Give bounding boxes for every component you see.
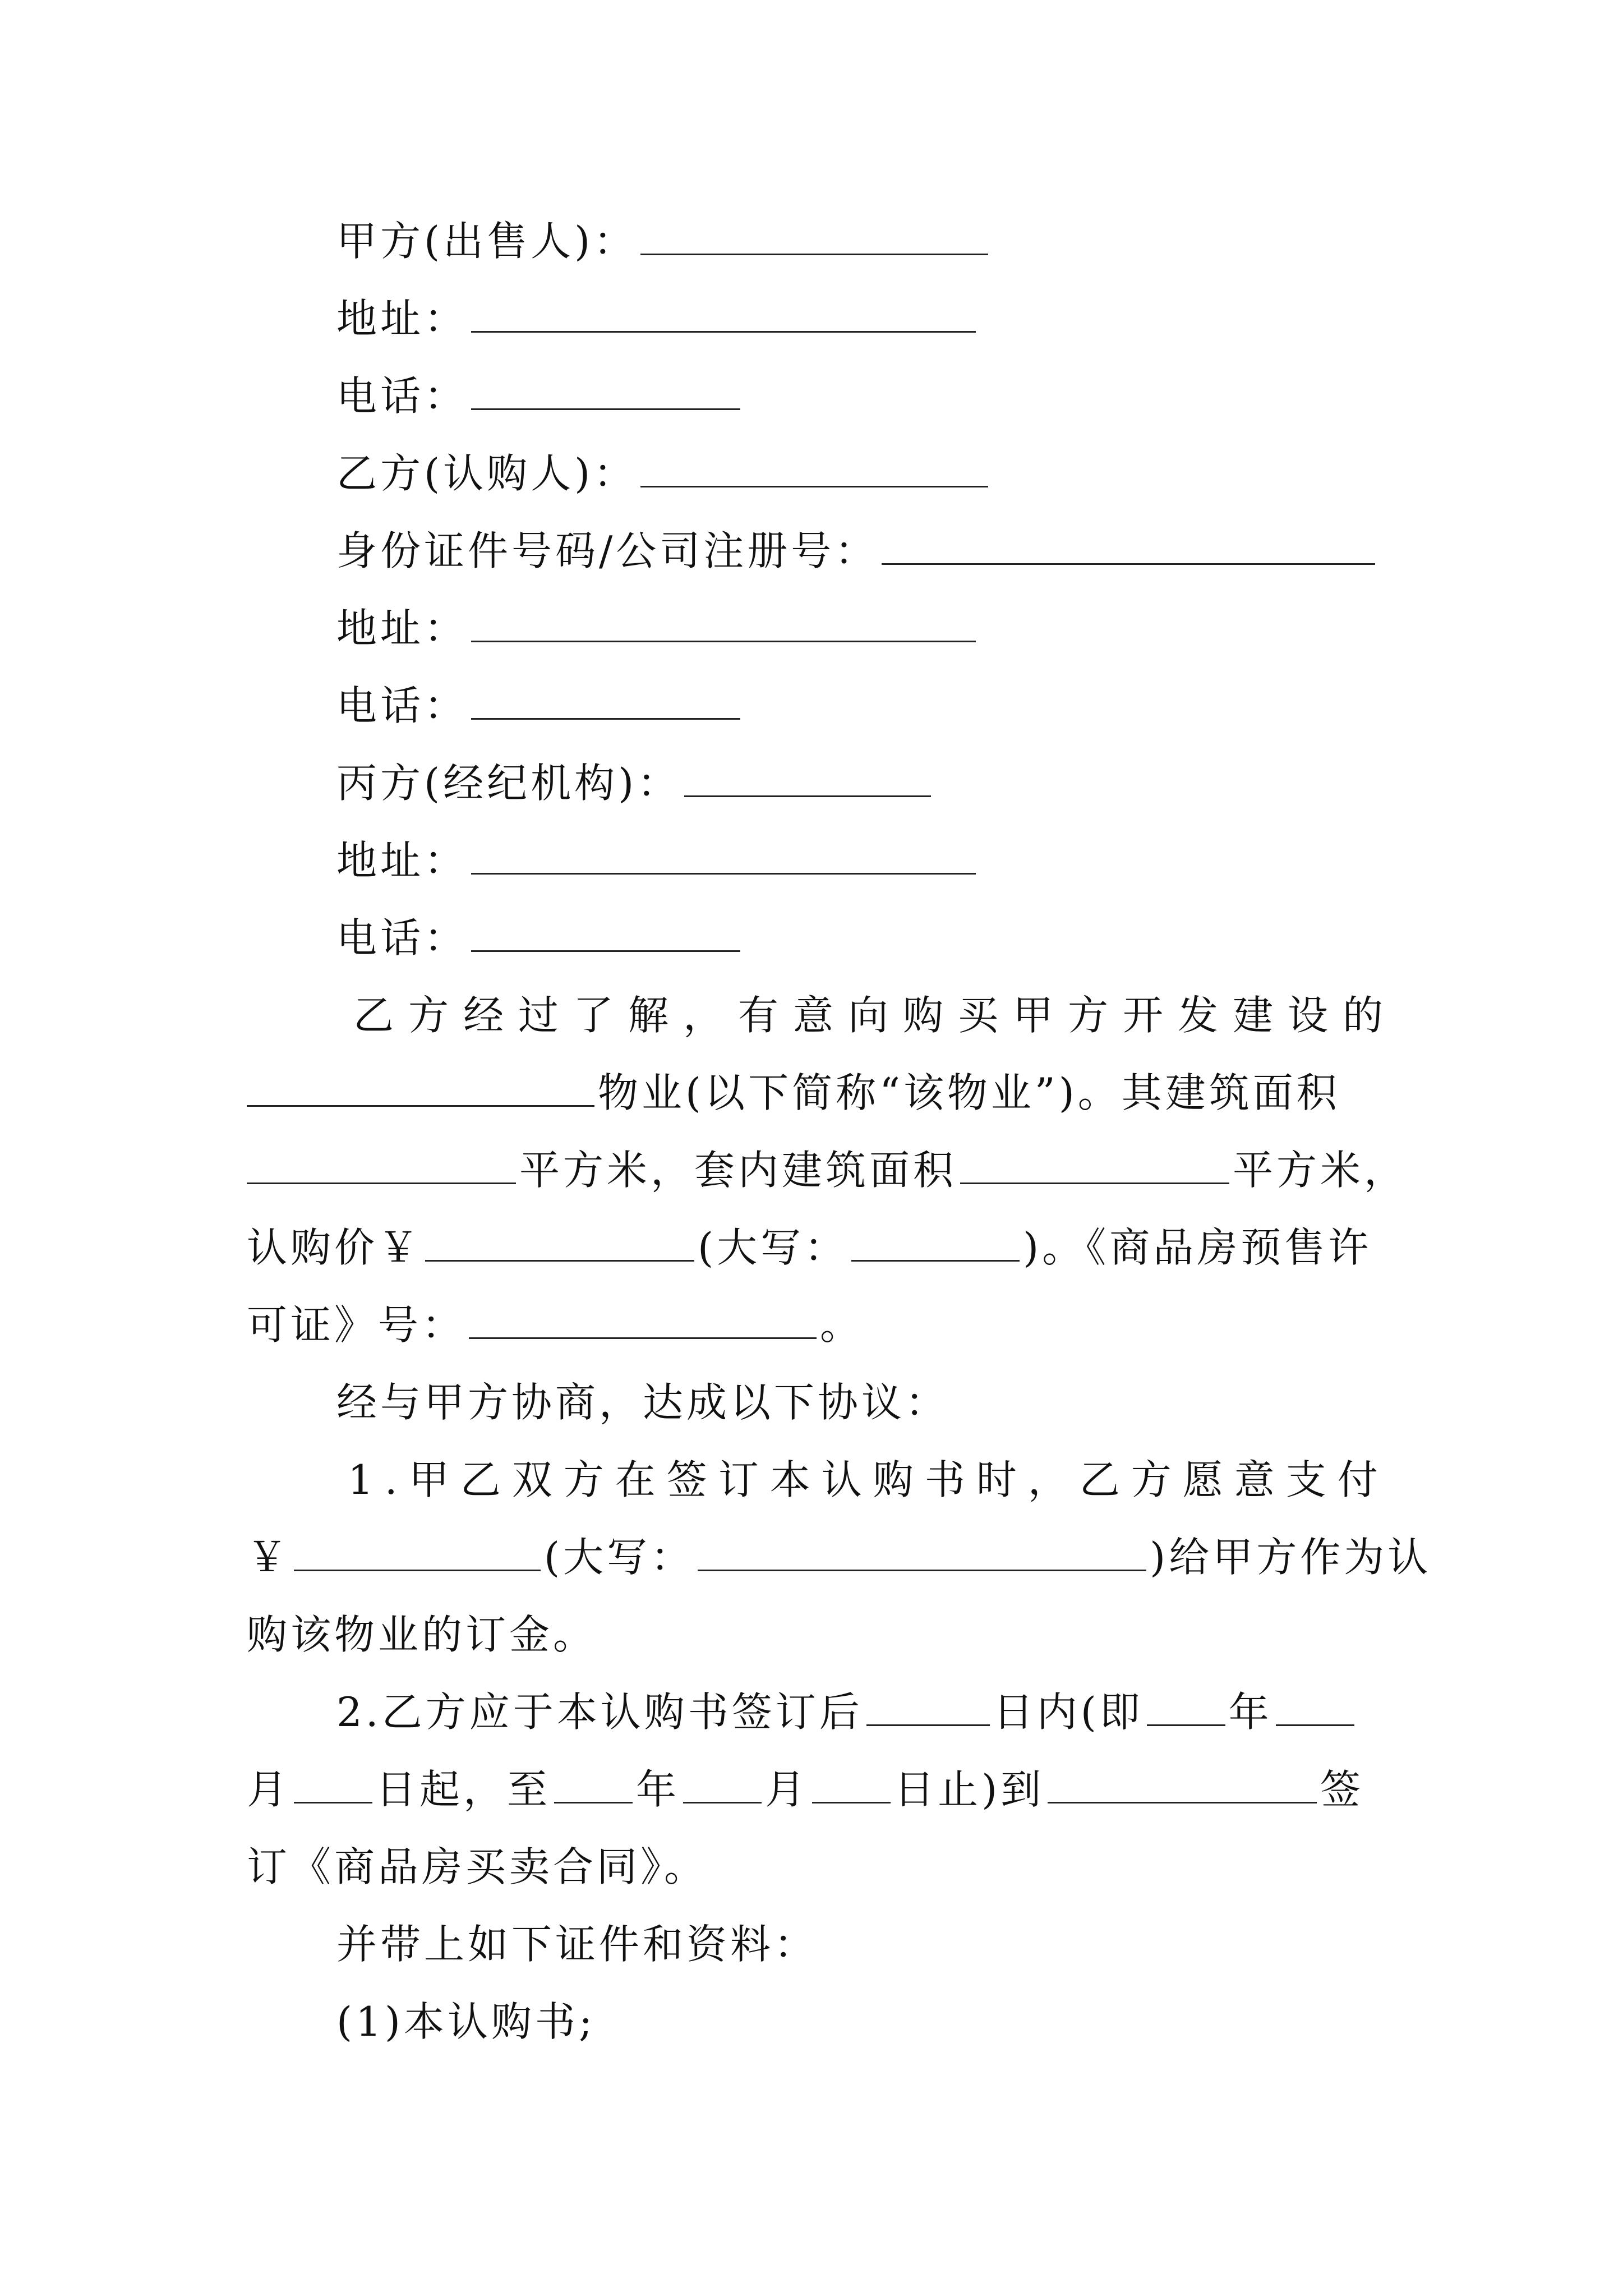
party-a-label: 甲方(出售人)： <box>336 218 638 265</box>
intro-text-5b: 。 <box>820 1301 864 1349</box>
party-b-id-label: 身份证件号码/公司注册号： <box>336 527 879 574</box>
party-b-address-blank[interactable] <box>471 606 976 642</box>
item1-text-2b: (大写： <box>544 1534 695 1581</box>
party-a-phone-blank[interactable] <box>471 374 740 410</box>
end-year-blank[interactable] <box>554 1767 633 1803</box>
party-b-label: 乙方(认购人)： <box>336 450 638 497</box>
doc-1-line <box>336 1994 596 2050</box>
intro-line-5 <box>247 1297 864 1353</box>
end-day-blank[interactable] <box>812 1767 891 1803</box>
party-a-address-line <box>336 291 979 347</box>
building-area-blank[interactable] <box>247 1148 516 1184</box>
start-year-blank[interactable] <box>1147 1690 1225 1726</box>
party-a-name-blank[interactable] <box>640 219 988 255</box>
party-c-phone-line <box>336 910 744 966</box>
party-b-address-label: 地址： <box>336 605 468 652</box>
party-c-label: 丙方(经纪机构)： <box>336 760 681 807</box>
party-b-phone-blank[interactable] <box>471 683 740 720</box>
price-blank[interactable] <box>425 1225 694 1262</box>
party-c-phone-label: 电话： <box>336 914 468 961</box>
party-c-name-blank[interactable] <box>684 761 931 797</box>
intro-line-1 <box>353 987 1398 1043</box>
item2-text-3: 订《商品房买卖合同》。 <box>247 1843 708 1890</box>
item2-text-2f: 签 <box>1320 1766 1364 1813</box>
party-a-line <box>336 213 992 269</box>
intro-line-3 <box>247 1142 1408 1198</box>
item1-text-2a: ￥ <box>247 1534 291 1581</box>
start-day-blank[interactable] <box>294 1767 372 1803</box>
item1-text-2c: )给甲方作为认 <box>1150 1534 1432 1581</box>
item1-text-1: 1.甲乙双方在签订本认购书时，乙方愿意支付 <box>348 1456 1389 1503</box>
inner-area-blank[interactable] <box>960 1148 1229 1184</box>
intro-line-4 <box>247 1220 1372 1276</box>
party-b-phone-line <box>336 678 744 734</box>
party-b-phone-label: 电话： <box>336 682 468 729</box>
item2-line-2 <box>247 1761 1364 1818</box>
intro-text-2: 物业(以下简称“该物业”)。其建筑面积 <box>598 1069 1340 1116</box>
docs-lead: 并带上如下证件和资料： <box>336 1921 818 1968</box>
item2-text-2d: 月 <box>765 1766 809 1813</box>
agreement-lead-line <box>336 1374 949 1430</box>
item2-text-2b: 日起，至 <box>376 1766 551 1813</box>
party-b-name-blank[interactable] <box>640 451 988 487</box>
agreement-lead: 经与甲方协商，达成以下协议： <box>336 1379 949 1426</box>
party-a-phone-label: 电话： <box>336 372 468 420</box>
start-month-blank-a[interactable] <box>1276 1690 1354 1726</box>
party-c-line <box>336 755 934 811</box>
item2-text-1c: 年 <box>1228 1688 1272 1736</box>
docs-lead-line <box>336 1916 818 1972</box>
intro-text-4b: (大写： <box>698 1224 849 1271</box>
party-a-phone-line <box>336 368 744 424</box>
intro-text-5a: 可证》号： <box>247 1301 466 1349</box>
end-month-blank[interactable] <box>683 1767 762 1803</box>
intro-text-1: 乙方经过了解，有意向购买甲方开发建设的 <box>353 992 1398 1039</box>
party-b-id-blank[interactable] <box>882 528 1375 565</box>
price-words-blank[interactable] <box>851 1225 1020 1262</box>
item2-text-1b: 日内(即 <box>993 1688 1144 1736</box>
item2-text-2e: 日止)到 <box>894 1766 1045 1813</box>
party-c-phone-blank[interactable] <box>471 915 740 952</box>
party-c-address-blank[interactable] <box>471 838 976 875</box>
party-b-address-line <box>336 600 979 656</box>
item2-text-1a: 2.乙方应于本认购书签订后 <box>336 1688 863 1736</box>
item2-line-3 <box>247 1839 708 1895</box>
party-a-address-label: 地址： <box>336 295 468 342</box>
doc-1: (1)本认购书; <box>336 1998 596 2045</box>
intro-line-2 <box>247 1065 1340 1121</box>
deposit-words-blank[interactable] <box>698 1535 1146 1571</box>
intro-text-3b: 平方米， <box>1233 1147 1408 1194</box>
signing-place-blank[interactable] <box>1048 1767 1317 1803</box>
party-a-address-blank[interactable] <box>471 296 976 333</box>
intro-text-4a: 认购价￥ <box>247 1224 422 1271</box>
intro-text-4c: )。《商品房预售许 <box>1023 1224 1372 1271</box>
item2-line-1 <box>336 1684 1358 1740</box>
item2-text-2c: 年 <box>636 1766 680 1813</box>
item2-text-2a: 月 <box>247 1766 291 1813</box>
party-c-address-line <box>336 832 979 889</box>
item1-text-3: 购该物业的订金。 <box>247 1611 597 1658</box>
item1-line-3 <box>247 1607 597 1663</box>
party-c-address-label: 地址： <box>336 837 468 884</box>
days-blank[interactable] <box>866 1690 990 1726</box>
deposit-amount-blank[interactable] <box>294 1535 541 1571</box>
party-b-line <box>336 445 992 501</box>
item1-line-2 <box>247 1529 1431 1585</box>
party-b-id-line <box>336 523 1378 579</box>
intro-text-3a: 平方米，套内建筑面积 <box>519 1147 957 1194</box>
item1-line-1 <box>348 1452 1389 1508</box>
presale-permit-blank[interactable] <box>469 1303 817 1339</box>
property-name-blank[interactable] <box>247 1070 594 1107</box>
